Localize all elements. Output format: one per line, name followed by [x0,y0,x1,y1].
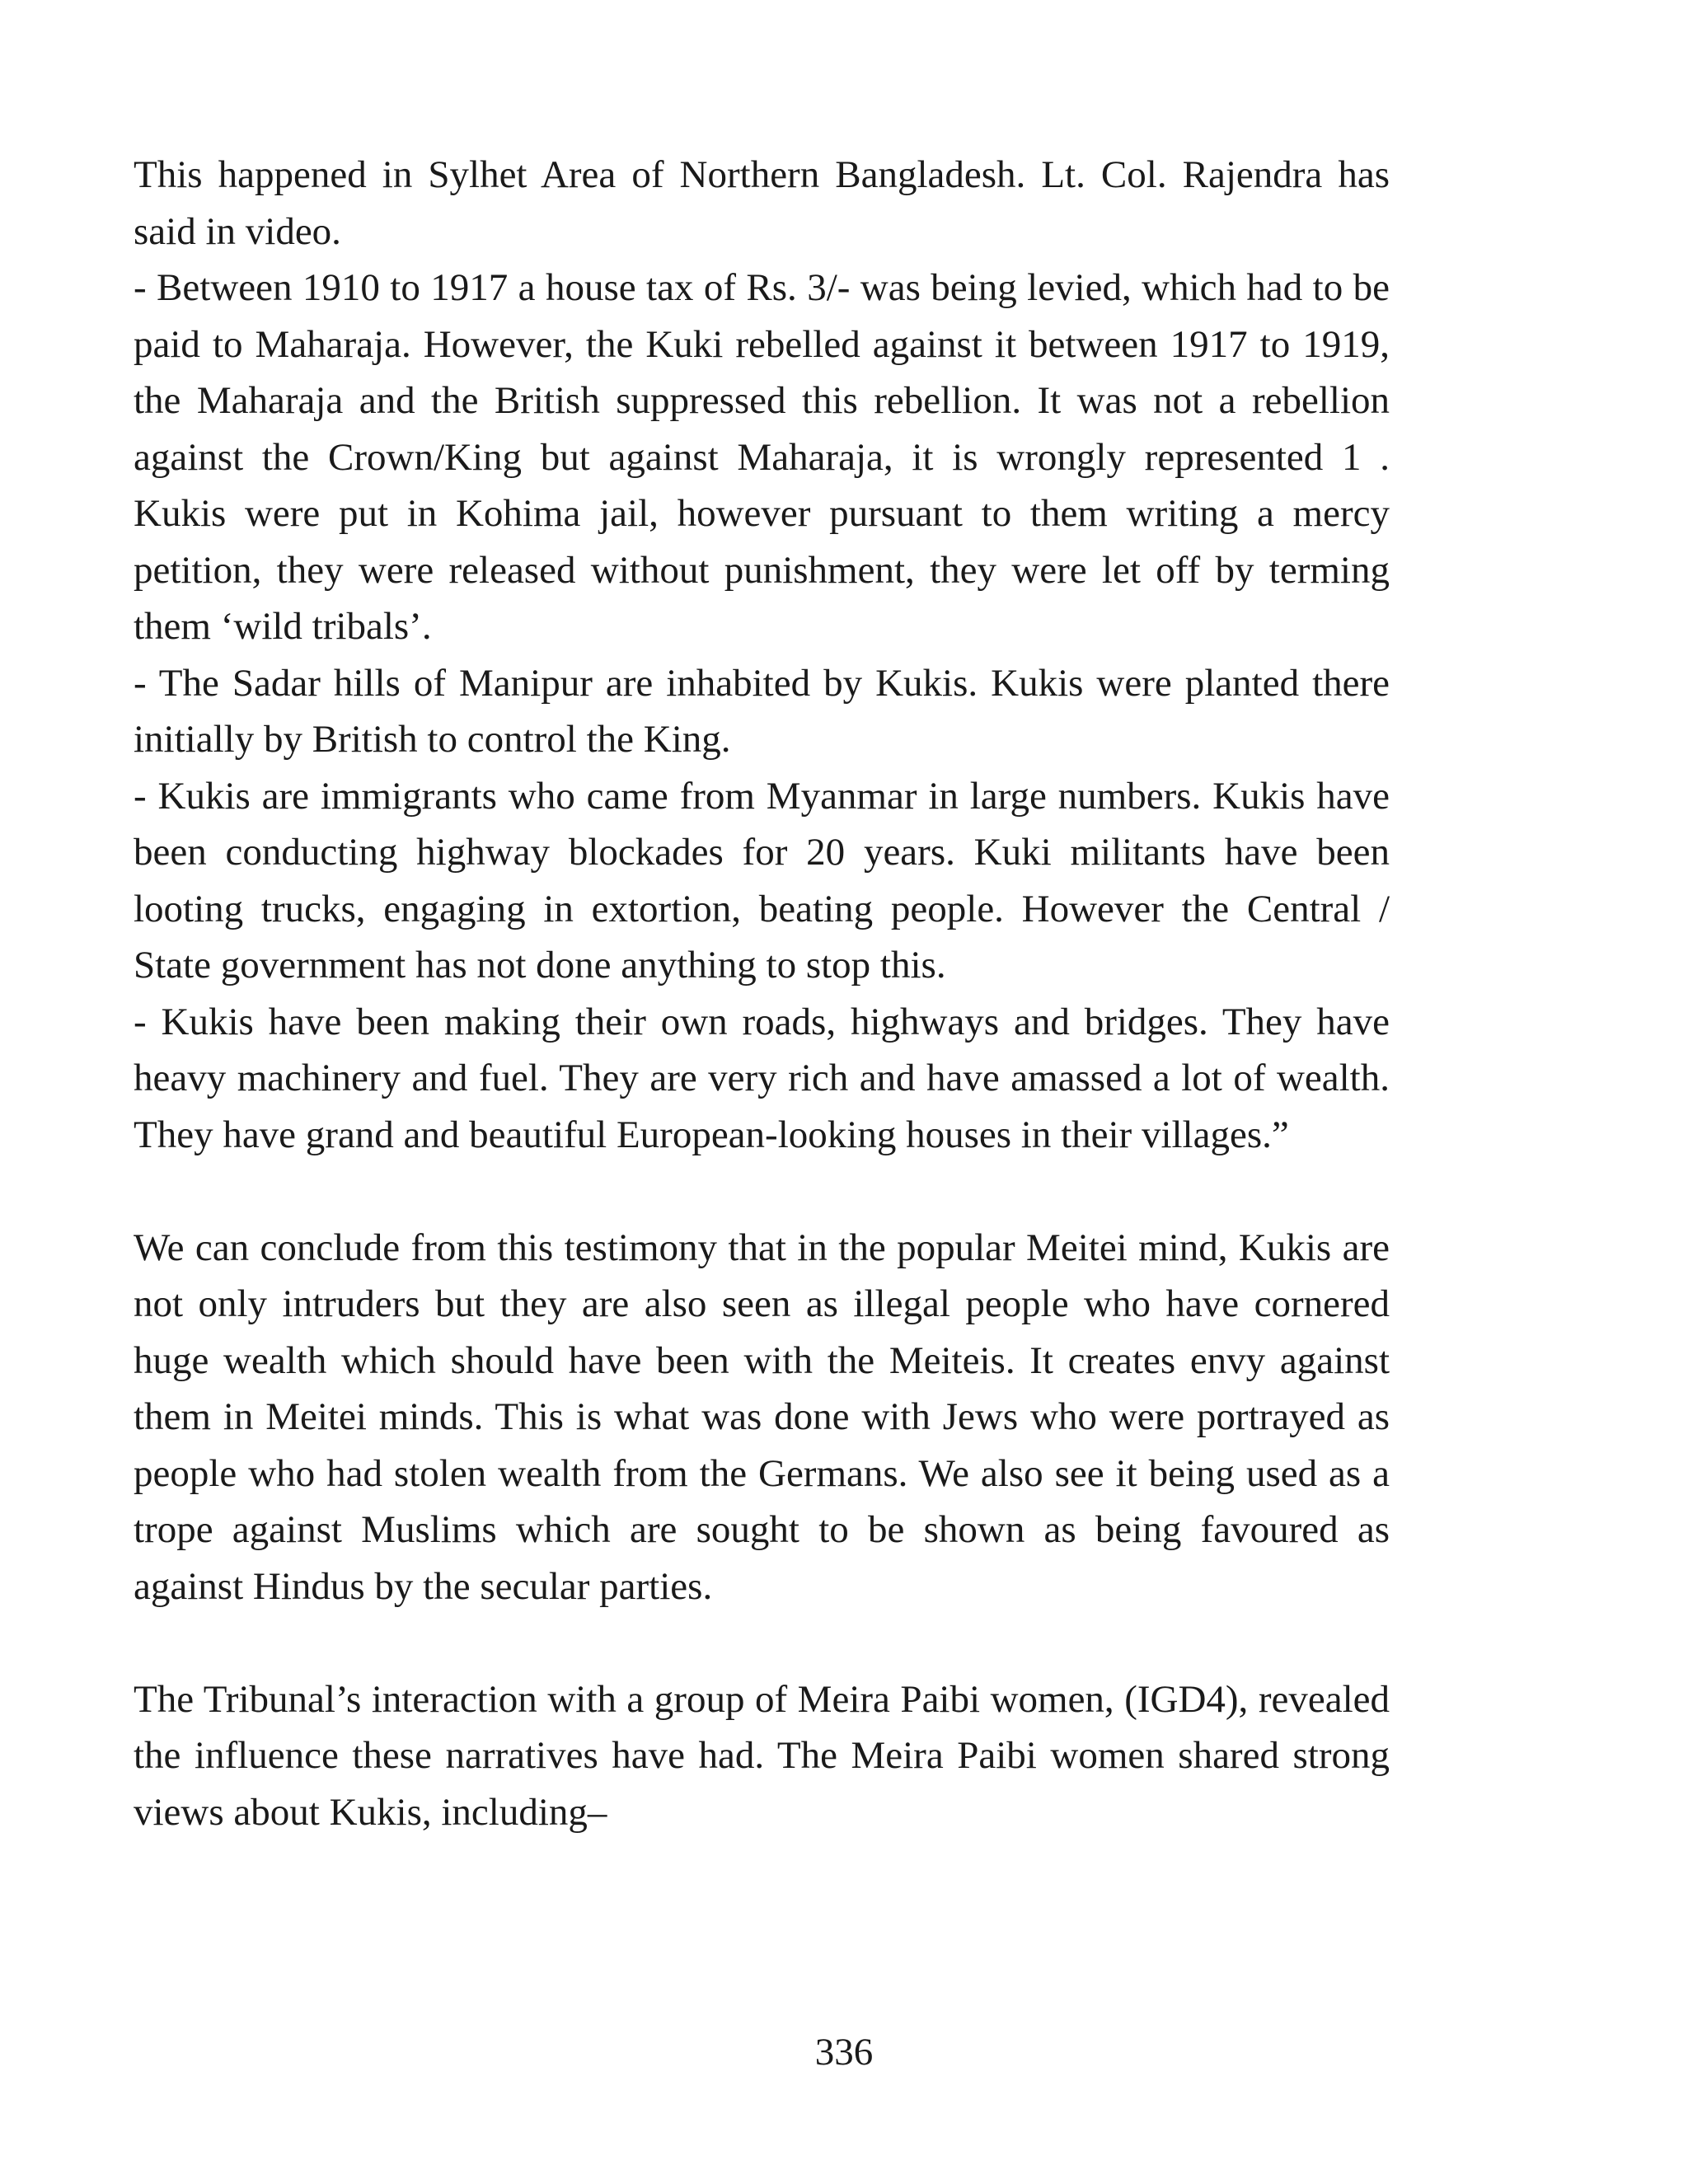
testimony-point-house-tax: - Between 1910 to 1917 a house tax of Rs. 3/- was being levied, which had to be paid to Maharaja. However, the Kuki rebelled against it between 1917 to 1919, the Maharaja and the British suppressed this rebellion. It was not a rebellion against the Crown/King but against Maharaja, it is wrongly represented 1 . Kukis were put in Kohima jail, however pursuant to them writing a mercy petition, they were released without punishment, they were let off by terming them ‘wild tribals’. [134,266,1390,648]
testimony-point-roads: - Kukis have been making their own roads, highways and bridges. They have heavy machinery and fuel. They are very rich and have amassed a lot of wealth. They have grand and beautiful European-looking houses in their villages.” [134,1000,1390,1156]
conclusion-paragraph: We can conclude from this testimony that in the popular Meitei mind, Kukis are not only intruders but they are also seen as illegal people who have cornered huge wealth which should have been with the Meiteis. It creates envy against them in Meitei minds. This is what was done with Jews who were portrayed as people who had stolen wealth from the Germans. We also see it being used as a trope against Muslims which are sought to be shown as being favoured as against Hindus by the secular parties. [134,1226,1390,1608]
page-body [134,147,1390,1840]
testimony-point-immigrants: - Kukis are immigrants who came from Myanmar in large numbers. Kukis have been conducting highway blockades for 20 years. Kuki militants have been looting trucks, engaging in extortion, beating people. However the Central / State government has not done anything to stop this. [134,774,1390,987]
meira-paibi-paragraph: The Tribunal’s interaction with a group of Meira Paibi women, (IGD4), revealed the influence these narratives have had. The Meira Paibi women shared strong views about Kukis, including– [134,1677,1390,1834]
testimony-point-sadar-hills: - The Sadar hills of Manipur are inhabited by Kukis. Kukis were planted there initially by British to control the King. [134,661,1390,761]
testimony-paragraph [134,147,1390,1163]
page-number: 336 [814,2031,874,2074]
testimony-intro: This happened in Sylhet Area of Northern Bangladesh. Lt. Col. Rajendra has said in video. [134,153,1390,253]
